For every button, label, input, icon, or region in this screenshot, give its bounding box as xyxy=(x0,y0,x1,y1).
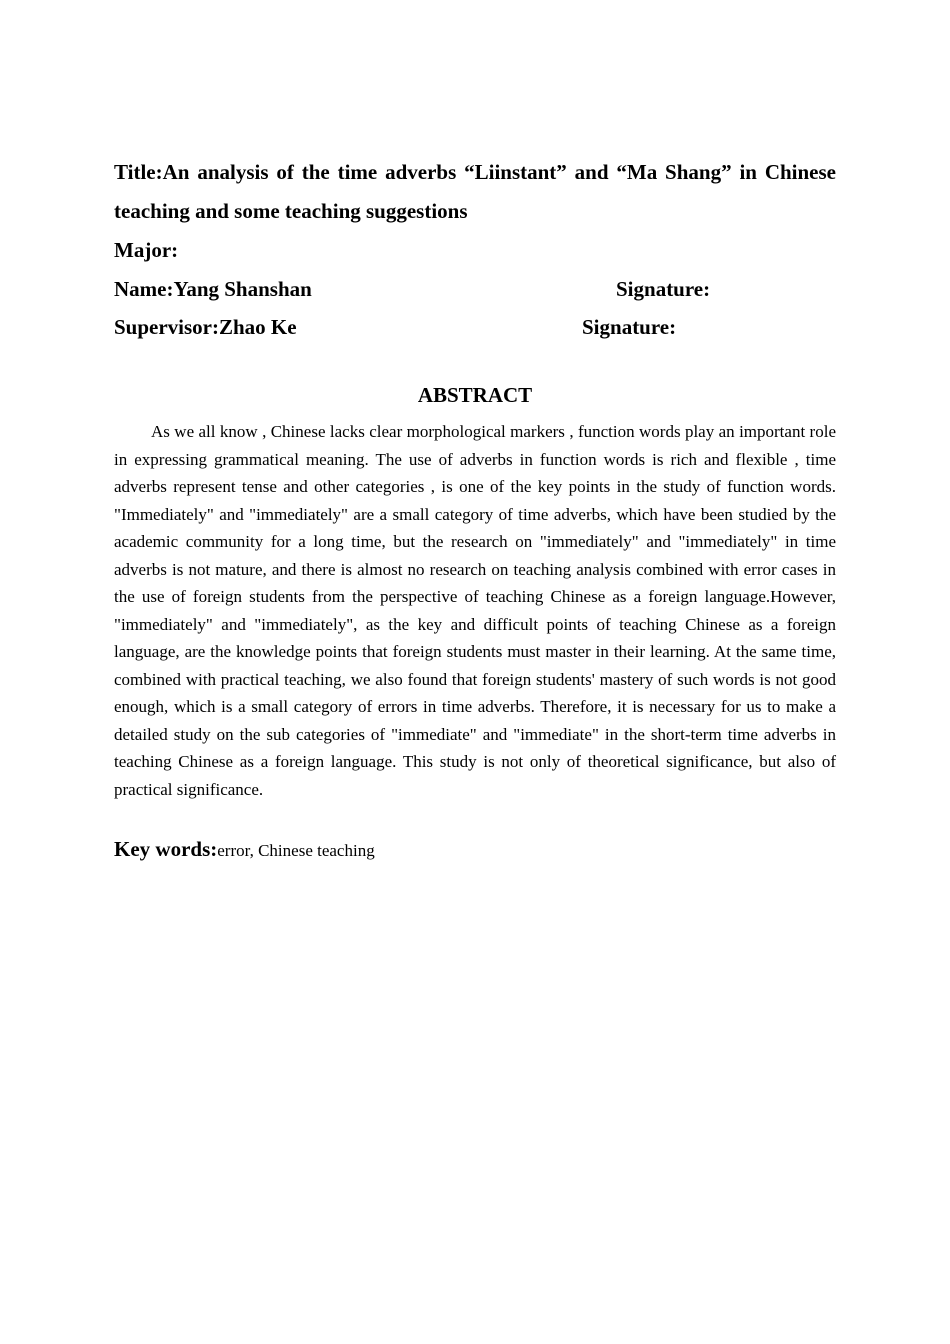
supervisor-label: Supervisor: xyxy=(114,315,219,339)
major-label: Major: xyxy=(114,238,179,262)
keywords-value: error, Chinese teaching xyxy=(217,841,375,860)
title-label: Title: xyxy=(114,160,163,184)
keywords-line xyxy=(114,834,836,867)
name-label: Name: xyxy=(114,277,174,301)
name-row xyxy=(114,270,836,308)
page-content xyxy=(114,153,836,861)
supervisor-value: Zhao Ke xyxy=(219,315,297,339)
abstract-body: As we all know , Chinese lacks clear morphological markers , function words play an important role in expressing grammatical meaning. The use of adverbs in function words is rich and flexible , time adverbs represent tense and other categories , is one of the key points in the study of function words. "Immediately" and "immediately" are a small category of time adverbs, which have been studied by the academic community for a long time, but the research on "immediately" and "immediately" in time adverbs is not mature, and there is almost no research on teaching analysis combined with error cases in the use of foreign students from the perspective of teaching Chinese as a foreign language.However, "immediately" and "immediately", as the key and difficult points of teaching Chinese as a foreign language, are the knowledge points that foreign students must master in their learning. At the same time, combined with practical teaching, we also found that foreign students' mastery of such words is not good enough, which is a small category of errors in time adverbs. Therefore, it is necessary for us to make a detailed study on the sub categories of "immediate" and "immediate" in the short-term time adverbs in teaching Chinese as a foreign language. This study is not only of theoretical significance, but also of practical significance. xyxy=(114,422,836,799)
supervisor-field xyxy=(114,308,297,346)
name-signature-label: Signature: xyxy=(616,277,711,301)
supervisor-row xyxy=(114,308,836,346)
name-field xyxy=(114,270,312,308)
supervisor-signature-label: Signature: xyxy=(582,315,677,339)
title-text: An analysis of the time adverbs “Liinstant” and “Ma Shang” in Chinese teaching and some teaching suggestions xyxy=(114,160,836,223)
abstract-heading: ABSTRACT xyxy=(417,383,533,407)
keywords-label: Key words: xyxy=(114,837,218,861)
major-line xyxy=(114,231,836,270)
name-value: Yang Shanshan xyxy=(173,277,312,301)
thesis-title xyxy=(114,153,836,231)
